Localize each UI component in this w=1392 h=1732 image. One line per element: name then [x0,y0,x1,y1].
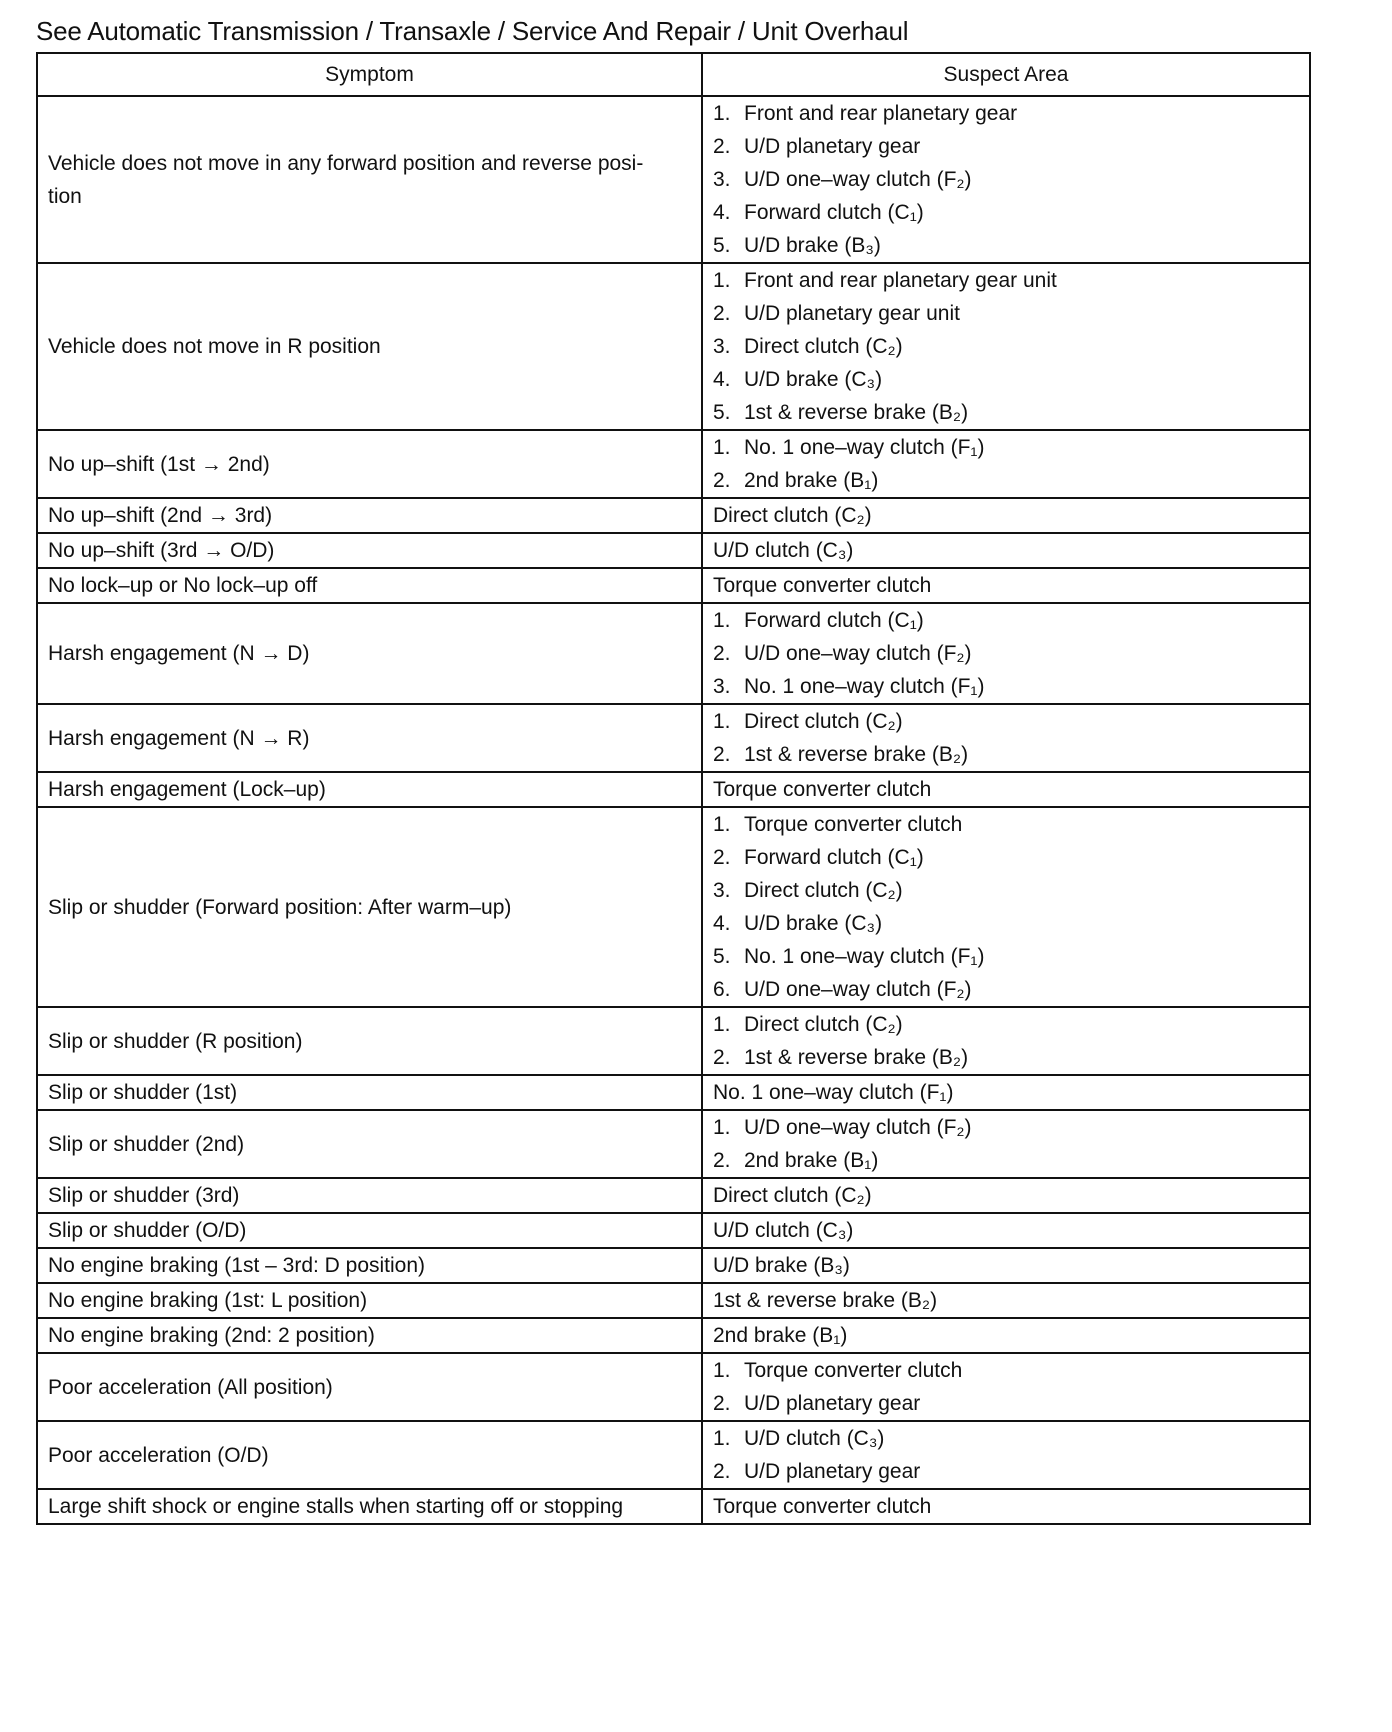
table-row [37,568,1310,603]
suspect-item [713,97,1299,130]
suspect-area-cell: Direct clutch (C₂) [702,498,1310,533]
suspect-item-number: 4. [713,201,731,224]
header-suspect-area: Suspect Area [702,53,1310,96]
symptom-text: No up–shift (1st → 2nd) [48,452,270,476]
suspect-area-cell [702,96,1310,263]
suspect-list [713,1354,1299,1420]
symptom-cell [37,568,702,603]
suspect-item-number: 2. [713,743,731,766]
suspect-item [713,431,1299,464]
table-row [37,1213,1310,1248]
suspect-area-cell: Torque converter clutch [702,568,1310,603]
table-row [37,1489,1310,1524]
suspect-item-label: U/D brake (B₃) [744,234,881,257]
symptom-text: No up–shift (2nd → 3rd) [48,504,273,527]
suspect-area-cell: No. 1 one–way clutch (F₁) [702,1075,1310,1110]
suspect-item-label: U/D planetary gear [744,1460,921,1483]
suspect-item [713,1422,1299,1455]
suspect-area-cell: U/D clutch (C₃) [702,533,1310,568]
symptom-text: Harsh engagement (Lock–up) [48,778,326,801]
symptom-cell [37,533,702,568]
suspect-item-number: 2. [713,135,731,158]
symptom-text: No engine braking (1st: L position) [48,1289,368,1312]
suspect-item-number: 5. [713,945,731,968]
suspect-item [713,1041,1299,1074]
suspect-item [713,297,1299,330]
suspect-item-label: 1st & reverse brake (B₂) [744,743,969,766]
symptom-cell [37,772,702,807]
suspect-item-label: Forward clutch (C₁) [744,846,924,869]
table-row [37,603,1310,704]
table-row [37,1283,1310,1318]
symptom-text: Vehicle does not move in any forward position and reverse posi- tion [48,151,644,208]
symptom-text: No lock–up or No lock–up off [48,574,318,597]
symptom-cell [37,1421,702,1489]
suspect-item-label: 1st & reverse brake (B₂) [744,401,969,424]
suspect-item-label: U/D clutch (C₃) [744,1427,885,1450]
symptom-cell [37,263,702,430]
symptom-cell [37,1318,702,1353]
suspect-item [713,808,1299,841]
suspect-item-number: 2. [713,1460,731,1483]
suspect-area-cell: U/D brake (B₃) [702,1248,1310,1283]
suspect-item-number: 1. [713,1013,731,1036]
symptom-cell [37,96,702,263]
suspect-item [713,130,1299,163]
suspect-item-label: Direct clutch (C₂) [744,710,903,733]
suspect-item-number: 2. [713,302,731,325]
symptom-cell [37,1075,702,1110]
suspect-area-cell: Torque converter clutch [702,1489,1310,1524]
suspect-item-number: 1. [713,102,731,125]
suspect-item-label: U/D brake (C₃) [744,368,883,391]
table-row [37,1178,1310,1213]
suspect-item [713,940,1299,973]
suspect-list [713,604,1299,703]
suspect-item-label: Torque converter clutch [744,813,963,836]
symptom-cell [37,1110,702,1178]
suspect-item-number: 1. [713,1427,731,1450]
suspect-item [713,464,1299,497]
suspect-item [713,738,1299,771]
symptom-text: Harsh engagement (N → R) [48,726,310,750]
symptom-text: No engine braking (1st – 3rd: D position) [48,1254,426,1277]
suspect-item-label: Forward clutch (C₁) [744,609,924,632]
suspect-item-number: 4. [713,368,731,391]
suspect-item [713,637,1299,670]
symptom-cell [37,807,702,1007]
table-row [37,1007,1310,1075]
suspect-area-cell: Direct clutch (C₂) [702,1178,1310,1213]
suspect-item-number: 2. [713,642,731,665]
suspect-item-label: Direct clutch (C₂) [744,879,903,902]
symptom-table [36,52,1311,1525]
table-row [37,1421,1310,1489]
suspect-item [713,1144,1299,1177]
suspect-list [713,431,1299,497]
suspect-item-number: 2. [713,1392,731,1415]
suspect-area-cell [702,603,1310,704]
suspect-item-label: 2nd brake (B₁) [744,1149,879,1172]
suspect-item [713,229,1299,262]
table-row [37,1318,1310,1353]
suspect-item-label: No. 1 one–way clutch (F₁) [744,436,985,459]
table-body [37,96,1310,1524]
suspect-area-cell [702,1353,1310,1421]
suspect-item-number: 2. [713,1149,731,1172]
suspect-area-cell [702,1110,1310,1178]
table-row [37,96,1310,263]
suspect-item [713,1455,1299,1488]
suspect-item-label: Direct clutch (C₂) [744,335,903,358]
suspect-item-label: U/D planetary gear [744,135,921,158]
symptom-text: Slip or shudder (R position) [48,1029,303,1053]
symptom-cell [37,603,702,704]
symptom-cell [37,1178,702,1213]
symptom-text: No up–shift (3rd → O/D) [48,539,275,562]
symptom-text: Slip or shudder (3rd) [48,1184,240,1207]
suspect-item-label: 2nd brake (B₁) [744,469,879,492]
page-heading: See Automatic Transmission / Transaxle / Service And Repair / Unit Overhaul [36,16,909,46]
suspect-item-label: Front and rear planetary gear unit [744,269,1057,292]
suspect-item-number: 5. [713,401,731,424]
suspect-item [713,1387,1299,1420]
suspect-item-number: 3. [713,168,731,191]
suspect-area-cell [702,1421,1310,1489]
suspect-item-label: No. 1 one–way clutch (F₁) [744,945,985,968]
suspect-item-label: Direct clutch (C₂) [744,1013,903,1036]
symptom-text: Slip or shudder (2nd) [48,1132,245,1156]
suspect-item [713,874,1299,907]
suspect-item-number: 1. [713,1359,731,1382]
symptom-text: Vehicle does not move in R position [48,335,381,358]
suspect-item-number: 2. [713,469,731,492]
suspect-area-cell [702,263,1310,430]
suspect-area-cell [702,704,1310,772]
suspect-item [713,1008,1299,1041]
suspect-item [713,907,1299,940]
suspect-item-number: 6. [713,978,731,1001]
suspect-item-label: U/D one–way clutch (F₂) [744,168,972,191]
symptom-text: No engine braking (2nd: 2 position) [48,1324,375,1347]
suspect-item [713,841,1299,874]
symptom-cell [37,704,702,772]
suspect-item-label: Torque converter clutch [744,1359,963,1382]
suspect-item [713,705,1299,738]
suspect-item [713,604,1299,637]
suspect-item-number: 1. [713,1116,731,1139]
suspect-list [713,264,1299,429]
table-row [37,704,1310,772]
suspect-item [713,396,1299,429]
suspect-item-label: U/D one–way clutch (F₂) [744,1116,972,1139]
symptom-cell [37,1007,702,1075]
symptom-text: Slip or shudder (Forward position: After warm–up) [48,895,512,919]
suspect-item-number: 1. [713,813,731,836]
suspect-item-label: No. 1 one–way clutch (F₁) [744,675,985,698]
suspect-item-number: 1. [713,436,731,459]
suspect-item-label: U/D one–way clutch (F₂) [744,978,972,1001]
suspect-item-label: 1st & reverse brake (B₂) [744,1046,969,1069]
symptom-text: Poor acceleration (O/D) [48,1443,269,1467]
suspect-area-cell [702,430,1310,498]
suspect-item-label: U/D planetary gear [744,1392,921,1415]
suspect-list [713,1422,1299,1488]
suspect-item-number: 3. [713,335,731,358]
header-symptom: Symptom [37,53,702,96]
suspect-list [713,705,1299,771]
suspect-item-label: Front and rear planetary gear [744,102,1018,125]
symptom-cell [37,498,702,533]
suspect-item [713,973,1299,1006]
table-row [37,263,1310,430]
symptom-cell [37,430,702,498]
table-row [37,1248,1310,1283]
suspect-area-cell: 2nd brake (B₁) [702,1318,1310,1353]
symptom-cell [37,1353,702,1421]
suspect-item [713,363,1299,396]
suspect-area-cell: 1st & reverse brake (B₂) [702,1283,1310,1318]
symptom-text: Harsh engagement (N → D) [48,642,310,665]
suspect-area-cell: Torque converter clutch [702,772,1310,807]
suspect-item [713,1354,1299,1387]
suspect-area-cell [702,807,1310,1007]
table-header-row [37,53,1310,96]
suspect-area-cell: U/D clutch (C₃) [702,1213,1310,1248]
suspect-item-number: 1. [713,710,731,733]
symptom-cell [37,1213,702,1248]
symptom-text: Slip or shudder (1st) [48,1081,238,1104]
suspect-item-label: U/D one–way clutch (F₂) [744,642,972,665]
suspect-area-cell [702,1007,1310,1075]
suspect-item [713,264,1299,297]
suspect-item-number: 1. [713,609,731,632]
table-row [37,1075,1310,1110]
suspect-item-number: 2. [713,846,731,869]
suspect-item-number: 5. [713,234,731,257]
suspect-item-number: 4. [713,912,731,935]
suspect-list [713,1008,1299,1074]
symptom-cell [37,1248,702,1283]
suspect-item-label: U/D brake (C₃) [744,912,883,935]
symptom-text: Poor acceleration (All position) [48,1375,333,1399]
suspect-item [713,670,1299,703]
suspect-item-number: 1. [713,269,731,292]
suspect-list [713,1111,1299,1177]
symptom-text: Slip or shudder (O/D) [48,1219,247,1242]
table-row [37,807,1310,1007]
suspect-item-number: 3. [713,675,731,698]
suspect-item [713,163,1299,196]
table-row [37,1110,1310,1178]
table-row [37,533,1310,568]
table-row [37,772,1310,807]
table-row [37,1353,1310,1421]
symptom-text: Large shift shock or engine stalls when starting off or stopping [48,1495,624,1518]
suspect-item [713,196,1299,229]
symptom-cell [37,1489,702,1524]
suspect-list [713,97,1299,262]
table-row [37,430,1310,498]
suspect-item-label: U/D planetary gear unit [744,302,960,325]
suspect-item [713,1111,1299,1144]
suspect-list [713,808,1299,1006]
table-row [37,498,1310,533]
suspect-item-number: 3. [713,879,731,902]
suspect-item [713,330,1299,363]
symptom-cell [37,1283,702,1318]
suspect-item-number: 2. [713,1046,731,1069]
suspect-item-label: Forward clutch (C₁) [744,201,924,224]
